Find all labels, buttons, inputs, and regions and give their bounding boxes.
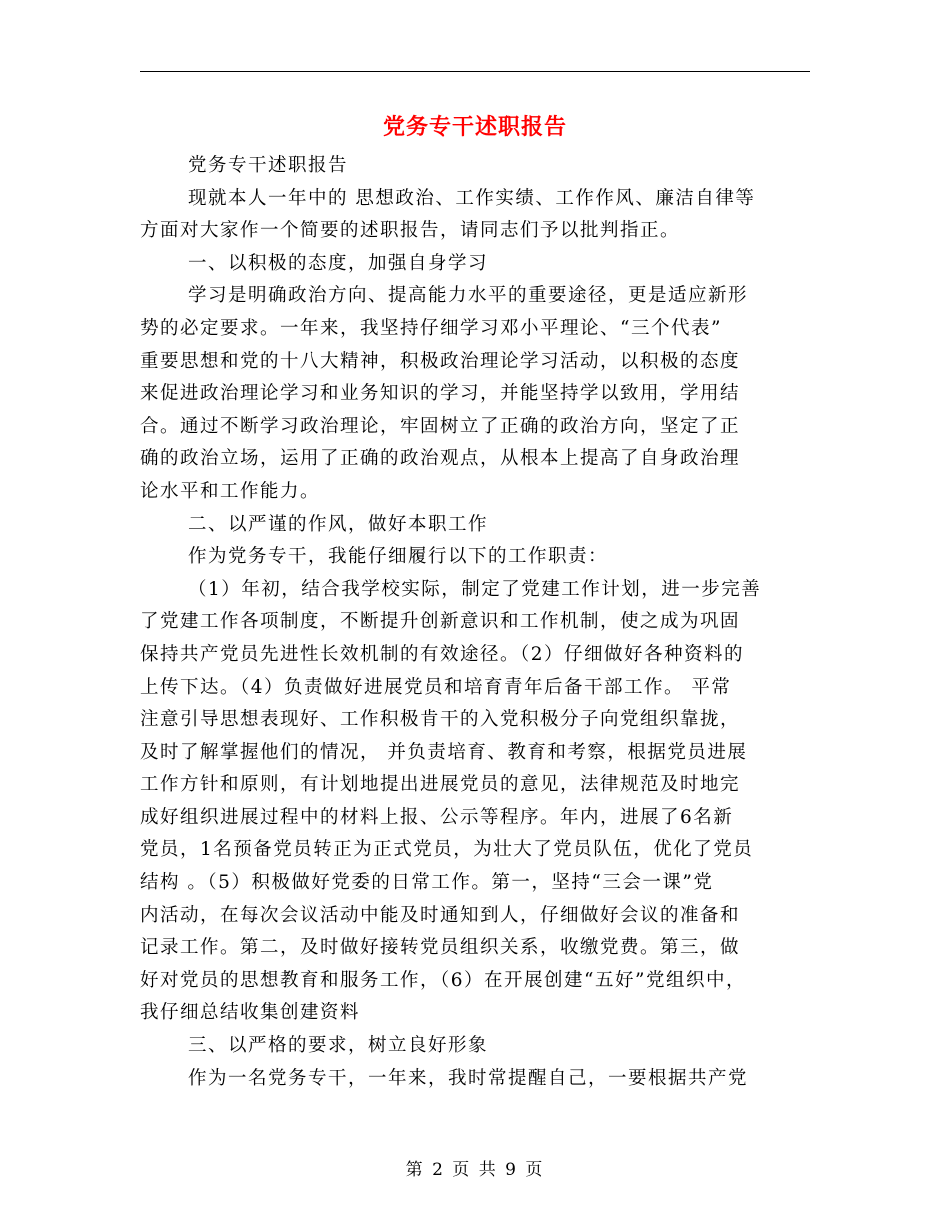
text-line: 及时了解掌握他们的情况， 并负责培育、教育和考察，根据党员进展 — [140, 741, 748, 763]
text-line: 一、以积极的态度，加强自身学习 — [188, 252, 489, 274]
text-line: 方面对大家作一个简要的述职报告，请同志们予以批判指正。 — [140, 220, 681, 242]
text-line: 内活动，在每次会议活动中能及时通知到人，仔细做好会议的准备和 — [140, 904, 741, 926]
page-number-footer: 第 2 页 共 9 页 — [405, 1160, 545, 1180]
text-line: 了党建工作各项制度，不断提升创新意识和工作机制，使之成为巩固 — [140, 611, 741, 633]
text-line: 作为一名党务专干，一年来，我时常提醒自己，一要根据共产党 — [188, 1067, 749, 1089]
text-line: 好对党员的思想教育和服务工作，（6）在开展创建“五好”党组织中， — [140, 969, 746, 991]
text-line: 党员，1名预备党员转正为正式党员，为壮大了党员队伍，优化了党员 — [140, 839, 754, 861]
text-line: 学习是明确政治方向、提高能力水平的重要途径，更是适应新形 — [188, 285, 749, 307]
document-body — [140, 150, 810, 1095]
text-line: 注意引导思想表现好、工作积极肯干的入党积极分子向党组织靠拢， — [140, 709, 741, 731]
text-line: 现就本人一年中的 思想政治、工作实绩、工作作风、廉洁自律等 — [188, 187, 756, 209]
text-line: 三、以严格的要求，树立良好形象 — [188, 1035, 489, 1057]
text-line: 重要思想和党的十八大精神，积极政治理论学习活动，以积极的态度 — [140, 350, 741, 372]
text-line: 工作方针和原则，有计划地提出进展党员的意见，法律规范及时地完 — [140, 774, 741, 796]
text-line: 确的政治立场，运用了正确的政治观点，从根本上提高了自身政治理 — [140, 448, 741, 470]
text-line: 来促进政治理论学习和业务知识的学习，并能坚持学以致用，学用结 — [140, 383, 741, 405]
text-line: 我仔细总结收集创建资料 — [140, 1002, 361, 1024]
text-line: 党务专干述职报告 — [188, 155, 349, 176]
document-title: 党务专干述职报告 — [382, 115, 567, 140]
text-line: 合。通过不断学习政治理论，牢固树立了正确的政治方向，坚定了正 — [140, 415, 741, 437]
text-line: 作为党务专干，我能仔细履行以下的工作职责： — [188, 546, 609, 568]
text-line: 论水平和工作能力。 — [140, 480, 321, 502]
text-line: 势的必定要求。一年来，我坚持仔细学习邓小平理论、“三个代表” — [140, 317, 722, 339]
text-line: 保持共产党员先进性长效机制的有效途径。（2）仔细做好各种资料的 — [140, 643, 745, 665]
text-line: （1）年初，结合我学校实际，制定了党建工作计划，进一步完善 — [188, 578, 762, 600]
text-line: 成好组织进展过程中的材料上报、公示等程序。年内，进展了6名新 — [140, 806, 734, 828]
text-line: 结构 。（5）积极做好党委的日常工作。第一，坚持“三会一课”党 — [140, 872, 714, 894]
header-rule — [140, 71, 810, 72]
text-line: 二、以严谨的作风，做好本职工作 — [188, 513, 489, 535]
text-line: 记录工作。第二，及时做好接转党员组织关系，收缴党费。第三，做 — [140, 937, 741, 959]
text-line: 上传下达。（4）负责做好进展党员和培育青年后备干部工作。 平常 — [140, 676, 732, 698]
